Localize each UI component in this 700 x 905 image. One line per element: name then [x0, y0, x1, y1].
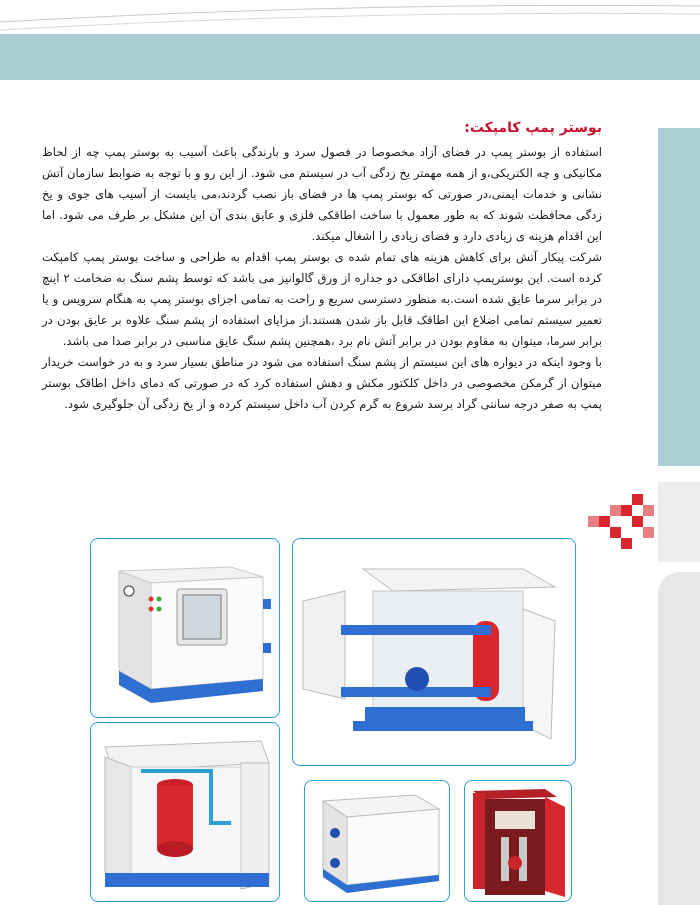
side-panel-gray-lower [658, 572, 700, 905]
header-band [0, 34, 700, 80]
pixel-pattern-red [588, 494, 658, 554]
photo-open-cabinet [292, 538, 576, 766]
pixel-pattern-white [600, 150, 656, 240]
article-paragraph: شرکت پیکار آتش برای کاهش هزینه های تمام شده ی بوستر پمپ اقدام به طراحی و ساخت بوستر پمپ کامپکت کرده است. این بوسترپمپ دارای اطاقکی دو جداره از ورق گالوانیز می باشد که توسط پشم سنگ به ضخامت ۲ اینچ در برابر سرما عایق شده است.به منظور دسترسی سریع و راحت به تمامی اجزای بوستر پمپ به هنگام سرویس و یا تعمیر سیستم تمامی اضلاع این اطاقک قابل باز شدن هستند.از مزایای استفاده از پشم سنگ علاوه بر عایق بودن در برابر سرما، میتوان به مقاوم بودن در برابر آتش نام برد ،همچنین پشم سنگ عایق مناسبی در برابر صدا می باشد. [42, 250, 602, 348]
header-decoration [0, 0, 700, 34]
photo-red-cabinet [464, 780, 572, 902]
photo-insulated-box [304, 780, 450, 902]
side-panel-gap [658, 466, 700, 480]
article [42, 120, 602, 415]
side-panel-teal [658, 128, 700, 466]
side-panel-gray [658, 482, 700, 562]
photo-cabinet-tank [90, 722, 280, 902]
article-title: بوستر پمپ کامپکت: [464, 120, 602, 136]
article-paragraph: استفاده از بوستر پمپ در فضای آزاد مخصوصا در فصول سرد و بارندگی باعث آسیب به بوستر پمپ چه از لحاظ مکانیکی و چه الکتریکی،و از همه مهمتر یخ زدگی آب در سیستم می شود. از این رو و با توجه به ضوابط سازمان آتش نشانی و خدمات ایمنی،در صورتی که بوستر پمپ ها در فضای باز نصب گردند،می بایست از آسیب های جوی و یخ زدگی محافظت شوند که به طور معمول با ساخت اطاقکی فلزی و عایق بندی آن این مشکل بر طرف می شود. اما این اقدام هزینه ی زیادی دارد و فضای زیادی را اشغال میکند. [42, 145, 602, 243]
article-paragraph: با وجود اینکه در دیواره های این سیستم از پشم سنگ استفاده می شود در مناطق بسیار سرد و به در خواست خریدار میتوان از گرمکن مخصوصی در داخل کلکتور مکش و دهش استفاده کرد که در صورتی که دمای داخل اطاقک بوستر پمپ به صفر درجه سانتی گراد برسد شروع به گرم کردن آب داخل سیستم کرده و از یخ زدگی آن جلوگیری شود. [42, 355, 602, 411]
photo-closed-cabinet [90, 538, 280, 718]
